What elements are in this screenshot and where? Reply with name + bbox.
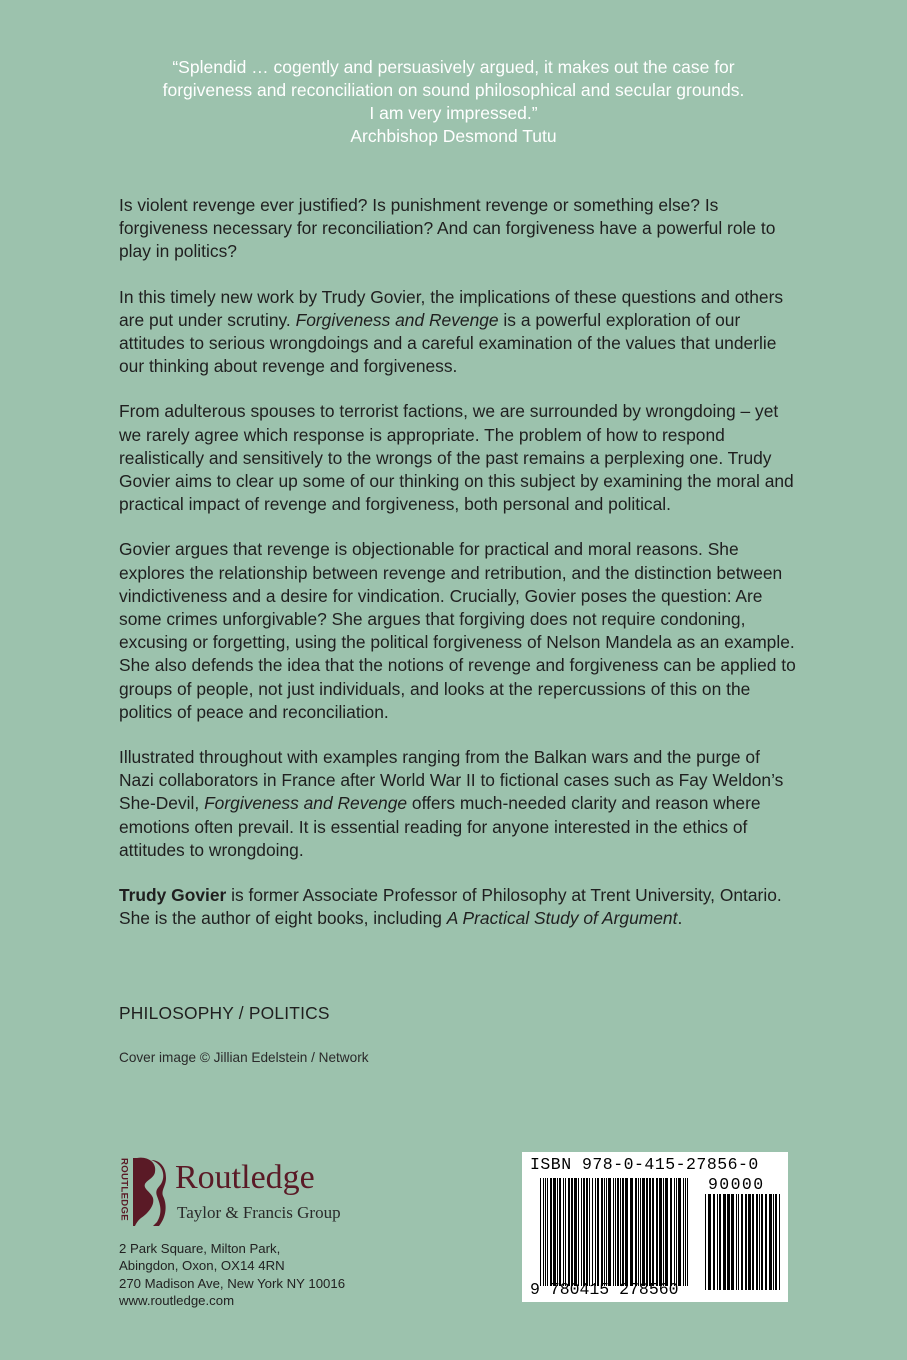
barcode-bar: [547, 1178, 548, 1286]
barcode-bar: [604, 1178, 605, 1286]
barcode-bar: [630, 1178, 633, 1286]
barcode-bar: [752, 1194, 754, 1290]
barcode-bar: [748, 1194, 751, 1290]
isbn-number: ISBN 978-0-415-27856-0: [530, 1155, 759, 1174]
barcode-bar: [592, 1178, 593, 1286]
book-title: Forgiveness and Revenge: [295, 309, 499, 330]
publisher-address: [119, 1240, 345, 1310]
barcode-bar: [642, 1178, 645, 1286]
barcode-bar: [649, 1178, 651, 1286]
barcode-bar: [769, 1194, 772, 1290]
price-code: 90000: [708, 1175, 765, 1194]
barcode-bar: [608, 1178, 611, 1286]
barcode-bar: [779, 1194, 780, 1290]
barcode-bar: [756, 1194, 758, 1290]
endorsement-quote: [100, 56, 807, 148]
other-book-title: A Practical Study of Argument: [446, 908, 678, 929]
publisher-group: Taylor & Francis Group: [177, 1203, 341, 1222]
barcode-bar: [676, 1178, 677, 1286]
author-name: Trudy Govier: [119, 885, 227, 906]
author-bio: Trudy Govier is former Associate Professor of Philosophy at Trent University, Ontario. She is the author of eight books, including A Practical Study of Argument.: [119, 885, 782, 929]
barcode-bar: [761, 1194, 763, 1290]
barcode-bar: [540, 1178, 541, 1286]
barcode-bar: [617, 1178, 619, 1286]
book-title: Forgiveness and Revenge: [204, 793, 408, 814]
address-line: Abingdon, Oxon, OX14 4RN: [119, 1258, 285, 1274]
barcode-bar: [773, 1194, 774, 1290]
barcode-bar: [723, 1194, 726, 1290]
barcode-bar: [687, 1178, 688, 1286]
barcode-bar: [625, 1178, 628, 1286]
barcode-bar: [620, 1178, 621, 1286]
publisher-name: Routledge: [175, 1159, 315, 1196]
quote-line-3: I am very impressed.”: [369, 103, 538, 123]
barcode-bar: [670, 1178, 672, 1286]
barcode-bar: [717, 1194, 718, 1290]
barcode-bar: [606, 1178, 607, 1286]
address-line: 270 Madison Ave, New York NY 10016: [119, 1275, 346, 1291]
barcode-bar: [565, 1178, 566, 1286]
blurb-paragraph-2: In this timely new work by Trudy Govier, the implications of these questions and others are put under scrutiny. Forgiveness and Revenge is a powerful exploration of our attitudes to serious wrongdoings and a careful examination of the values that underlie our thinking about revenge and forgiveness.: [119, 286, 784, 377]
barcode-bar: [731, 1194, 734, 1290]
barcode-bar: [736, 1194, 737, 1290]
publisher-logo: [117, 1156, 377, 1228]
barcode-bar: [597, 1178, 599, 1286]
barcode-bar: [635, 1178, 637, 1286]
barcode-bar: [674, 1178, 675, 1286]
barcode-bar: [745, 1194, 747, 1290]
barcode-bar: [563, 1178, 564, 1286]
barcode-bar: [705, 1194, 706, 1290]
barcode-bar: [543, 1178, 544, 1286]
barcode-bar: [559, 1178, 561, 1286]
blurb-paragraph-3: From adulterous spouses to terrorist factions, we are surrounded by wrongdoing – yet we rarely agree which response is appropriate. The problem of how to respond realistically and sensitively to the wrongs of the past remains a perplexing one. Trudy Govier aims to clear up some of our thinking on this subject by examining the moral and practical impact of revenge and forgiveness, both personal and political.: [119, 401, 794, 515]
quote-line-2: forgiveness and reconciliation on sound philosophical and secular grounds.: [162, 80, 745, 100]
barcode-bar: [659, 1178, 662, 1286]
barcode-bar: [765, 1194, 767, 1290]
barcode-bar: [738, 1194, 739, 1290]
blurb-paragraph-4: Govier argues that revenge is objectionable for practical and moral reasons. She explores the relationship between revenge and retribution, and the distinction between vindictiveness and a desire for vindication. Crucially, Govier poses the question: Are some crimes unforgivable? She argues that forgiving does not require condoning, excusing or forgetting, using the political forgiveness of Nelson Mandela as an example. She also defends the idea that the notions of revenge and forgiveness can be applied to groups of people, not just individuals, and looks at the repercussions of this on the politics of peace and reconciliation.: [119, 539, 796, 722]
barcode-bar: [581, 1178, 582, 1286]
barcode-bar: [663, 1178, 664, 1286]
blurb-paragraph-1: Is violent revenge ever justified? Is punishment revenge or something else? Is forgiveness necessary for reconciliation? And can forgiveness have a powerful role to play in politics?: [119, 195, 776, 262]
barcode-bar: [727, 1194, 730, 1290]
barcode-bar: [741, 1194, 743, 1290]
barcode-bar: [775, 1194, 777, 1290]
ean-barcode-bars: [540, 1178, 690, 1286]
barcode-bar: [719, 1194, 721, 1290]
price-barcode-bars: [705, 1194, 781, 1290]
barcode-bar: [665, 1178, 668, 1286]
barcode-bar: [583, 1178, 585, 1286]
cover-credit: Cover image © Jillian Edelstein / Network: [119, 1050, 369, 1065]
barcode-bar: [640, 1178, 641, 1286]
barcode-bar: [646, 1178, 648, 1286]
address-line: 2 Park Square, Milton Park,: [119, 1241, 281, 1256]
isbn-barcode: [522, 1152, 788, 1302]
barcode-bar: [578, 1178, 579, 1286]
barcode-bar: [595, 1178, 596, 1286]
barcode-bar: [656, 1178, 658, 1286]
logo-vertical-text: ROUTLEDGE: [118, 1158, 130, 1221]
blurb: [119, 194, 799, 952]
barcode-bar: [571, 1178, 573, 1286]
barcode-bar: [553, 1178, 556, 1286]
quote-line-1: “Splendid … cogently and persuasively argued, it makes out the case for: [172, 57, 735, 77]
barcode-bar: [550, 1178, 552, 1286]
barcode-bar: [759, 1194, 760, 1290]
barcode-bar: [545, 1178, 546, 1286]
barcode-bar: [685, 1178, 686, 1286]
blurb-paragraph-5: Illustrated throughout with examples ranging from the Balkan wars and the purge of Nazi collaborators in France after World War II to fictional cases such as Fay Weldon’s She-Devil, Forgiveness and Revenge offers much-needed clarity and reason where emotions often prevail. It is essential reading for anyone interested in the ethics of attitudes to wrongdoing.: [119, 747, 784, 860]
ean-digits: 9 780415 278560: [530, 1280, 679, 1299]
subject-category: PHILOSOPHY / POLITICS: [119, 1003, 330, 1023]
barcode-bar: [652, 1178, 654, 1286]
barcode-bar: [613, 1178, 614, 1286]
barcode-bar: [678, 1178, 681, 1286]
routledge-figure-icon: [133, 1156, 167, 1228]
barcode-bar: [568, 1178, 570, 1286]
quote-attribution: Archbishop Desmond Tutu: [350, 126, 557, 146]
barcode-bar: [683, 1178, 684, 1286]
barcode-bar: [708, 1194, 711, 1290]
barcode-bar: [574, 1178, 577, 1286]
barcode-bar: [638, 1178, 639, 1286]
barcode-bar: [615, 1178, 616, 1286]
barcode-bar: [589, 1178, 590, 1286]
barcode-bar: [586, 1178, 588, 1286]
barcode-bar: [601, 1178, 603, 1286]
barcode-bar: [622, 1178, 624, 1286]
barcode-bar: [713, 1194, 715, 1290]
publisher-website: www.routledge.com: [119, 1293, 235, 1309]
barcode-bar: [557, 1178, 558, 1286]
